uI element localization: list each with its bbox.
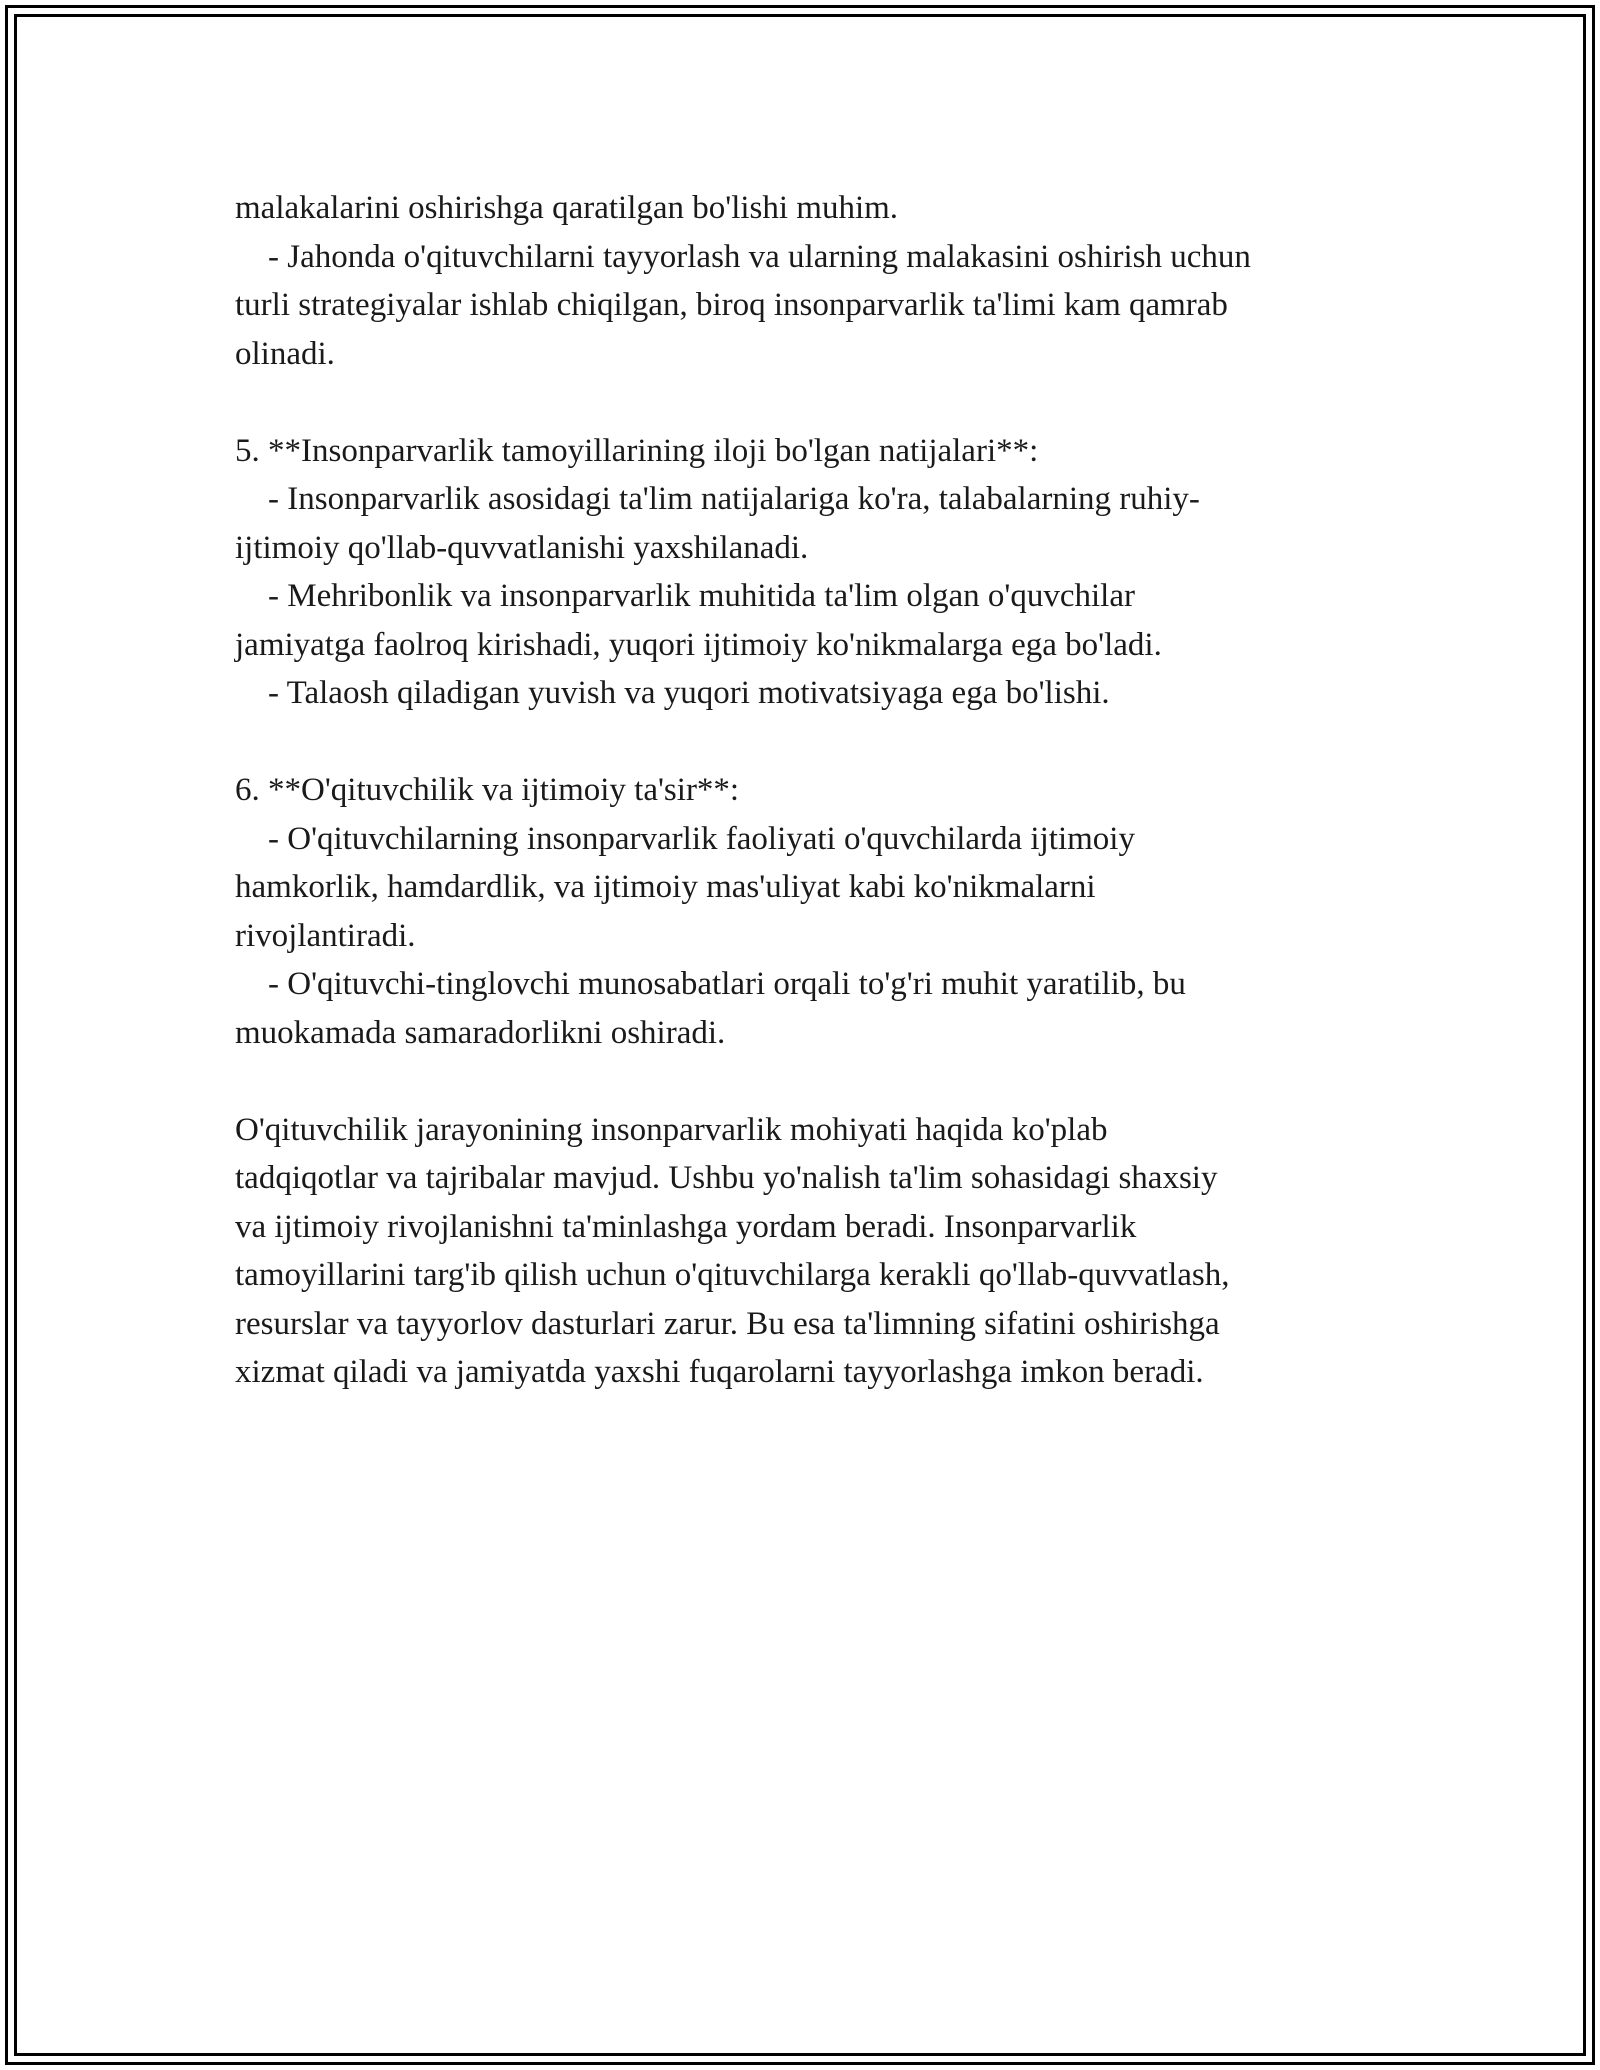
document-body	[235, 184, 1375, 1397]
conclusion-line: tamoyillarini targ'ib qilish uchun o'qituvchilarga kerakli qo'llab-quvvatlash,	[235, 1257, 1230, 1293]
text-line: rivojlantiradi.	[235, 917, 416, 954]
paragraph-gap	[235, 718, 1375, 767]
text-line: malakalarini oshirishga qaratilgan bo'lishi muhim.	[235, 190, 899, 226]
text-line: - Talaosh qiladigan yuvish va yuqori motivatsiyaga ega bo'lishi.	[235, 675, 1110, 711]
conclusion-line: va ijtimoiy rivojlanishni ta'minlashga yordam beradi. Insonparvarlik	[235, 1208, 1137, 1245]
conclusion-line: xizmat qiladi va jamiyatda yaxshi fuqarolarni tayyorlashga imkon beradi.	[235, 1354, 1204, 1390]
conclusion-line: tadqiqotlar va tajribalar mavjud. Ushbu yo'nalish ta'lim sohasidagi shaxsiy	[235, 1160, 1218, 1196]
section-heading-5: 5. **Insonparvarlik tamoyillarining iloji bo'lgan natijalari**:	[235, 432, 1039, 469]
text-line: hamkorlik, hamdardlik, va ijtimoiy mas'uliyat kabi ko'nikmalarni	[235, 869, 1096, 905]
text-line: turli strategiyalar ishlab chiqilgan, biroq insonparvarlik ta'limi kam qamrab	[235, 287, 1228, 323]
conclusion-line: resurslar va tayyorlov dasturlari zarur. Bu esa ta'limning sifatini oshirishga	[235, 1305, 1220, 1342]
text-line: - Jahonda o'qituvchilarni tayyorlash va ularning malakasini oshirish uchun	[235, 238, 1251, 275]
text-line: jamiyatga faolroq kirishadi, yuqori ijtimoiy ko'nikmalarga ega bo'ladi.	[235, 626, 1162, 663]
text-line: - O'qituvchilarning insonparvarlik faoliyati o'quvchilarda ijtimoiy	[235, 820, 1135, 857]
paragraph-gap	[235, 378, 1375, 427]
text-line: - O'qituvchi-tinglovchi munosabatlari orqali to'g'ri muhit yaratilib, bu	[235, 966, 1186, 1002]
text-line: - Mehribonlik va insonparvarlik muhitida ta'lim olgan o'quvchilar	[235, 578, 1135, 614]
text-line: muokamada samaradorlikni oshiradi.	[235, 1014, 726, 1051]
text-line: - Insonparvarlik asosidagi ta'lim natijalariga ko'ra, talabalarning ruhiy-	[235, 481, 1200, 517]
text-line: ijtimoiy qo'llab-quvvatlanishi yaxshilanadi.	[235, 529, 809, 566]
paragraph-gap	[235, 1057, 1375, 1106]
section-heading-6: 6. **O'qituvchilik va ijtimoiy ta'sir**:	[235, 772, 740, 808]
conclusion-line: O'qituvchilik jarayonining insonparvarlik mohiyati haqida ko'plab	[235, 1111, 1108, 1148]
text-line: olinadi.	[235, 335, 335, 372]
